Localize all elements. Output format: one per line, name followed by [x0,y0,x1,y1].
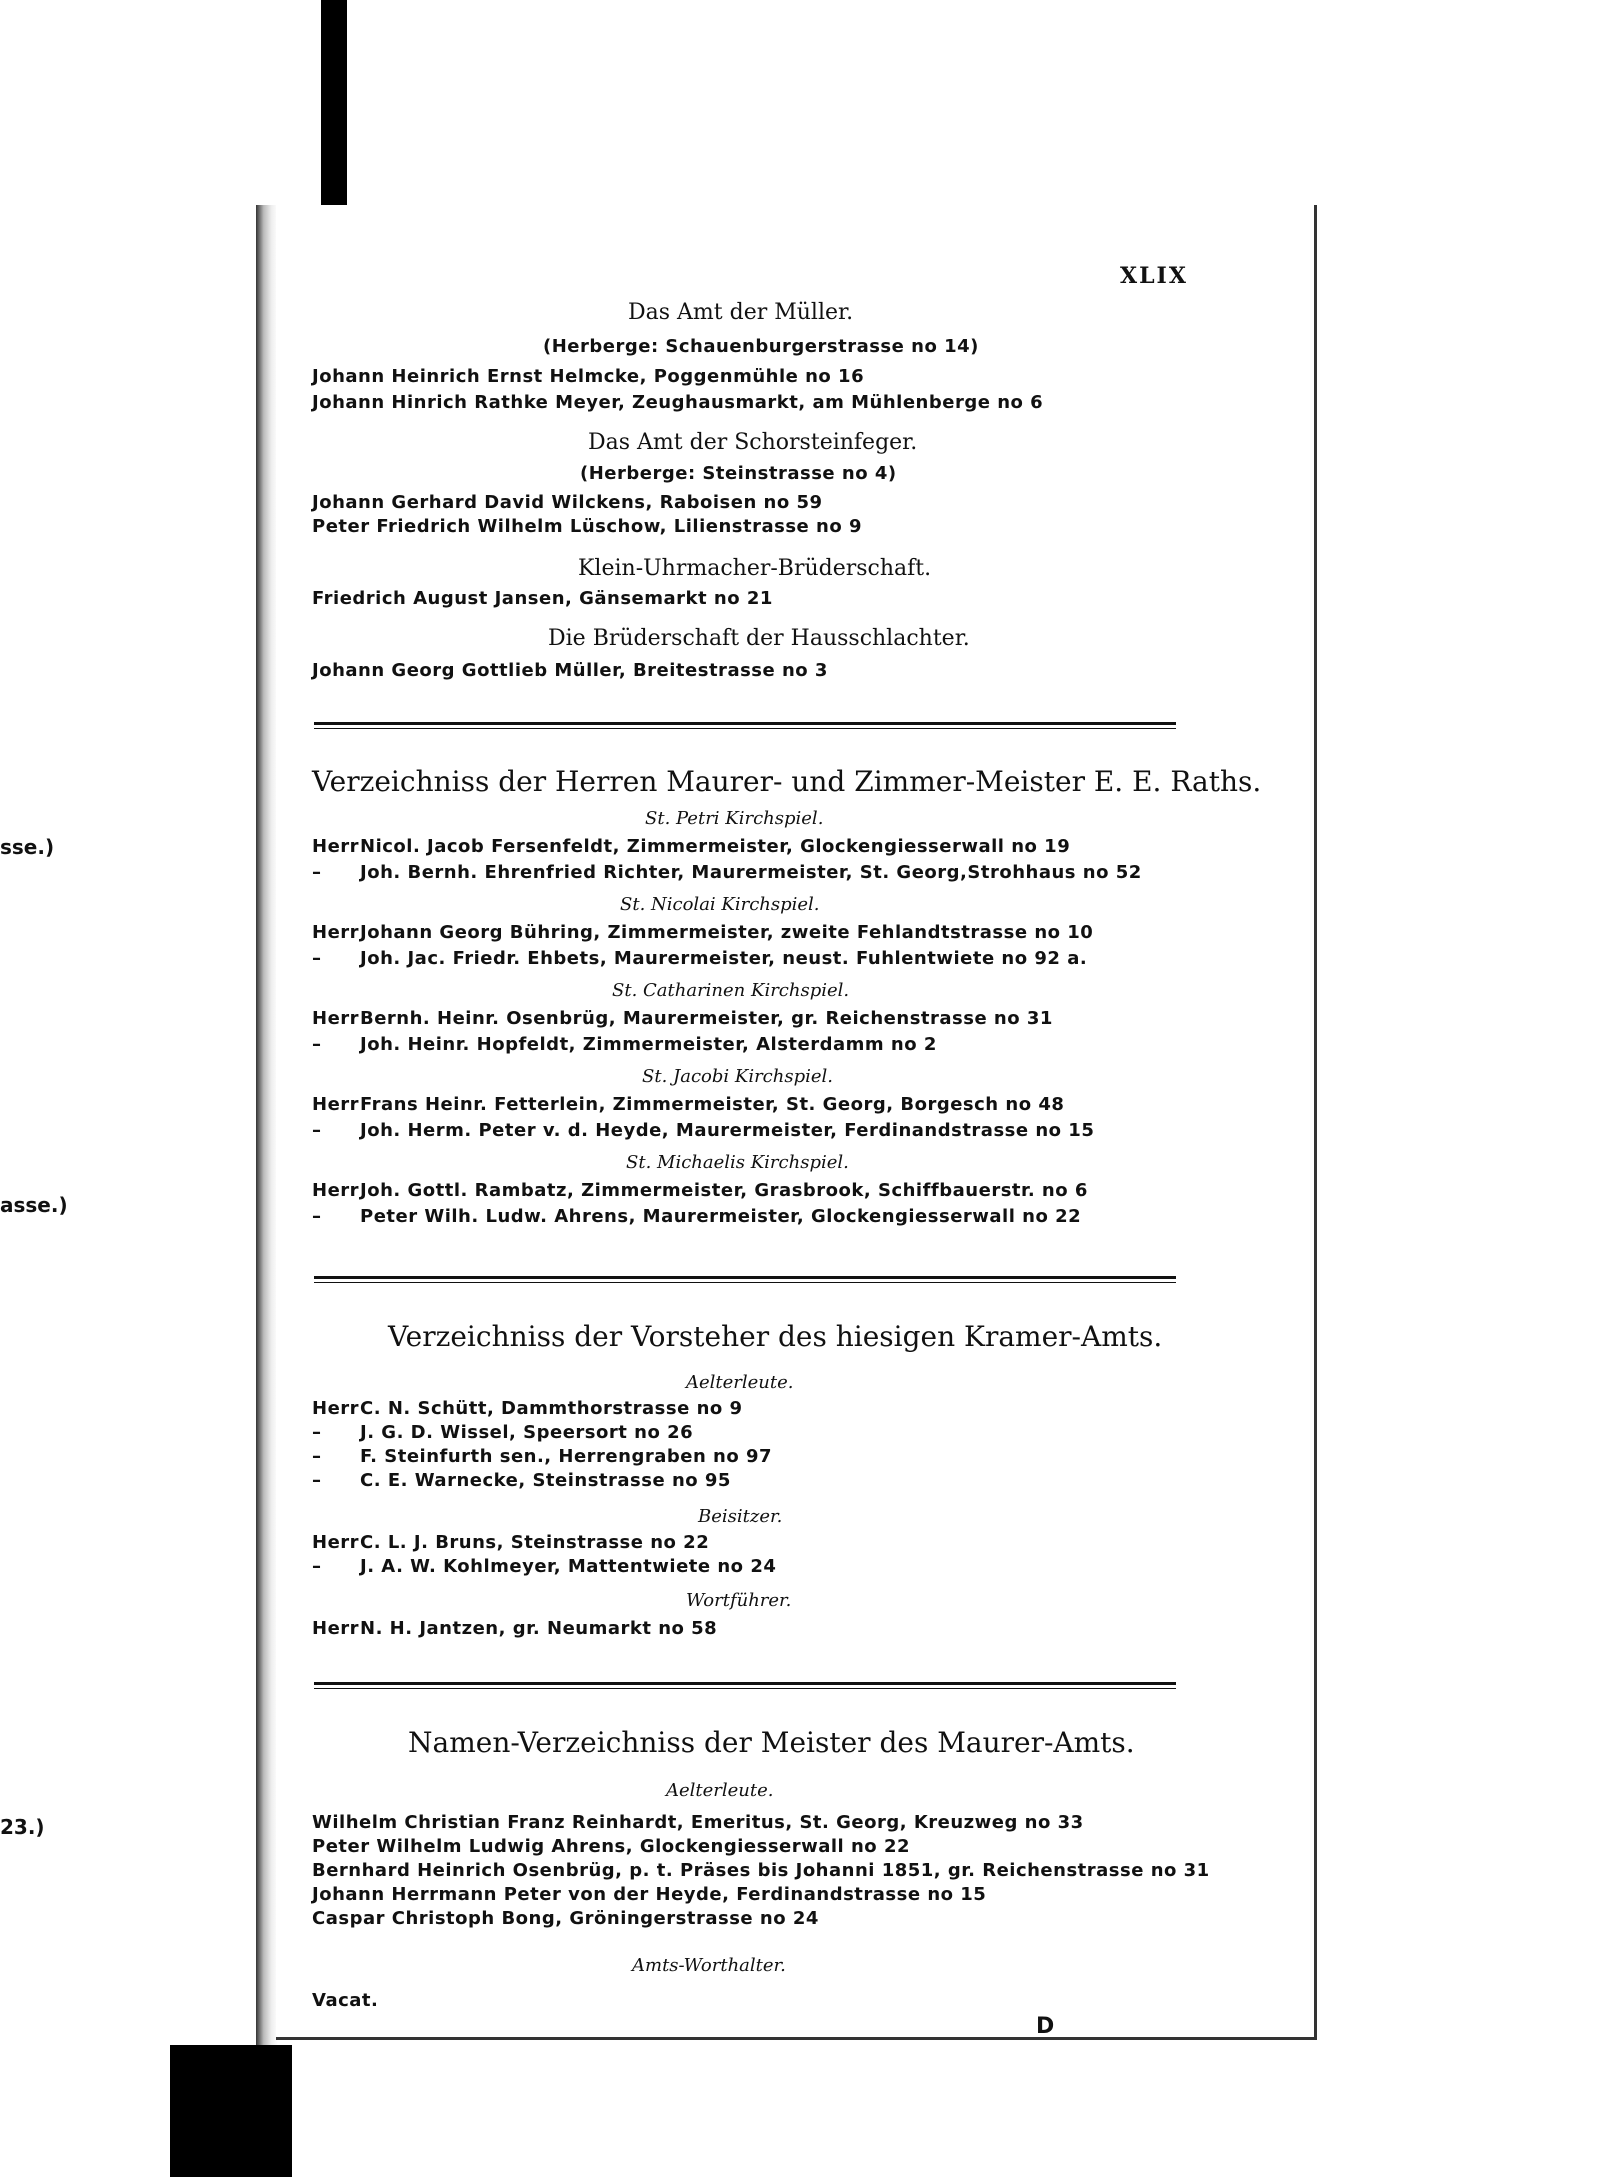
section-rule [314,1276,1176,1283]
entry-prefix: – [312,948,322,969]
left-fragment: 23.) [0,1815,45,1839]
entry-prefix: – [312,1034,322,1055]
group-heading: Wortführer. [686,1590,792,1611]
entry-prefix: Herr [312,836,360,857]
entry-prefix: Herr [312,1008,360,1029]
entry-row [312,1618,717,1639]
page-number: XLIX [1120,263,1188,289]
entry-prefix: – [312,1206,322,1227]
guild-entry: Johann Heinrich Ernst Helmcke, Poggenmühle no 16 [312,366,865,387]
entry-row: Bernhard Heinrich Osenbrüg, p. t. Präses bis Johanni 1851, gr. Reichenstrasse no 31 [312,1860,1210,1881]
entry-row: Caspar Christoph Bong, Gröningerstrasse no 24 [312,1908,819,1929]
entry-row [312,1470,731,1491]
left-fragment: asse.) [0,1193,68,1217]
guild-entry: Peter Friedrich Wilhelm Lüschow, Lilienstrasse no 9 [312,516,862,537]
parish-heading: St. Catharinen Kirchspiel. [612,980,850,1001]
signature-mark: D [1036,2014,1055,2039]
guild-title: Die Brüderschaft der Hausschlachter. [548,626,970,651]
entry-text: Bernh. Heinr. Osenbrüg, Maurermeister, gr. Reichenstrasse no 31 [360,1008,1053,1029]
section-title: Namen-Verzeichniss der Meister des Maurer-Amts. [408,1726,1135,1759]
section-rule [314,1682,1176,1689]
parish-heading: St. Jacobi Kirchspiel. [642,1066,834,1087]
entry-row [312,922,1093,943]
entry-text: Joh. Heinr. Hopfeldt, Zimmermeister, Alsterdamm no 2 [360,1034,937,1055]
guild-entry: Friedrich August Jansen, Gänsemarkt no 21 [312,588,773,609]
guild-entry: Johann Hinrich Rathke Meyer, Zeughausmarkt, am Mühlenberge no 6 [312,392,1044,413]
book-spine [256,205,278,2065]
entry-text: C. L. J. Bruns, Steinstrasse no 22 [360,1532,710,1553]
section-title: Verzeichniss der Herren Maurer- und Zimmer-Meister E. E. Raths. [312,765,1262,798]
group-heading: Aelterleute. [666,1780,774,1801]
entry-prefix: – [312,1422,322,1443]
entry-text: Frans Heinr. Fetterlein, Zimmermeister, St. Georg, Borgesch no 48 [360,1094,1065,1115]
binding-strip-top [321,0,347,215]
group-heading: Aelterleute. [686,1372,794,1393]
entry-prefix: Herr [312,1618,360,1639]
entry-text: C. E. Warnecke, Steinstrasse no 95 [360,1470,731,1491]
parish-heading: St. Nicolai Kirchspiel. [620,894,820,915]
entry-text: Joh. Herm. Peter v. d. Heyde, Maurermeister, Ferdinandstrasse no 15 [360,1120,1095,1141]
guild-entry: Johann Georg Gottlieb Müller, Breitestrasse no 3 [312,660,828,681]
entry-row [312,836,1070,857]
vacat-text: Vacat. [312,1990,379,2011]
entry-row: Wilhelm Christian Franz Reinhardt, Emeritus, St. Georg, Kreuzweg no 33 [312,1812,1084,1833]
entry-prefix: Herr [312,1180,360,1201]
guild-subtitle: (Herberge: Steinstrasse no 4) [580,463,897,484]
entry-text: Peter Wilh. Ludw. Ahrens, Maurermeister, Glockengiesserwall no 22 [360,1206,1082,1227]
entry-text: F. Steinfurth sen., Herrengraben no 97 [360,1446,773,1467]
entry-row [312,1556,776,1577]
parish-heading: St. Petri Kirchspiel. [645,808,824,829]
guild-title: Das Amt der Schorsteinfeger. [588,430,918,455]
entry-prefix: – [312,1446,322,1467]
entry-text: Joh. Bernh. Ehrenfried Richter, Maurermeister, St. Georg,Strohhaus no 52 [360,862,1142,883]
entry-text: C. N. Schütt, Dammthorstrasse no 9 [360,1398,743,1419]
entry-text: Nicol. Jacob Fersenfeldt, Zimmermeister, Glockengiesserwall no 19 [360,836,1071,857]
entry-prefix: – [312,1556,322,1577]
entry-row [312,1120,1094,1141]
entry-text: Johann Georg Bühring, Zimmermeister, zweite Fehlandtstrasse no 10 [360,922,1094,943]
entry-row [312,1008,1053,1029]
entry-row [312,1034,937,1055]
entry-prefix: Herr [312,1398,360,1419]
binding-strip-bottom [170,2045,292,2177]
entry-row [312,1422,693,1443]
entry-prefix: – [312,862,322,883]
group-heading: Beisitzer. [698,1506,783,1527]
parish-heading: St. Michaelis Kirchspiel. [626,1152,849,1173]
left-fragment: sse.) [0,835,55,859]
entry-text: Joh. Gottl. Rambatz, Zimmermeister, Grasbrook, Schiffbauerstr. no 6 [360,1180,1088,1201]
entry-row [312,862,1142,883]
entry-row: Peter Wilhelm Ludwig Ahrens, Glockengiesserwall no 22 [312,1836,910,1857]
guild-title: Klein-Uhrmacher-Brüderschaft. [578,556,932,581]
section-title: Verzeichniss der Vorsteher des hiesigen Kramer-Amts. [388,1320,1163,1353]
guild-subtitle: (Herberge: Schauenburgerstrasse no 14) [543,336,979,357]
entry-text: N. H. Jantzen, gr. Neumarkt no 58 [360,1618,718,1639]
entry-row [312,1180,1088,1201]
entry-row [312,948,1087,969]
entry-text: Joh. Jac. Friedr. Ehbets, Maurermeister, neust. Fuhlentwiete no 92 a. [360,948,1088,969]
entry-prefix: – [312,1120,322,1141]
entry-prefix: Herr [312,922,360,943]
entry-row [312,1398,743,1419]
entry-prefix: Herr [312,1094,360,1115]
entry-prefix: Herr [312,1532,360,1553]
entry-row [312,1532,709,1553]
guild-title: Das Amt der Müller. [628,300,854,325]
entry-row [312,1206,1081,1227]
entry-row [312,1094,1064,1115]
entry-row: Johann Herrmann Peter von der Heyde, Ferdinandstrasse no 15 [312,1884,987,1905]
entry-text: J. G. D. Wissel, Speersort no 26 [360,1422,694,1443]
section-rule [314,722,1176,729]
entry-text: J. A. W. Kohlmeyer, Mattentwiete no 24 [360,1556,777,1577]
guild-entry: Johann Gerhard David Wilckens, Raboisen no 59 [312,492,823,513]
entry-row [312,1446,772,1467]
left-page [0,205,258,2065]
group-heading: Amts-Worthalter. [632,1955,786,1976]
entry-prefix: – [312,1470,322,1491]
